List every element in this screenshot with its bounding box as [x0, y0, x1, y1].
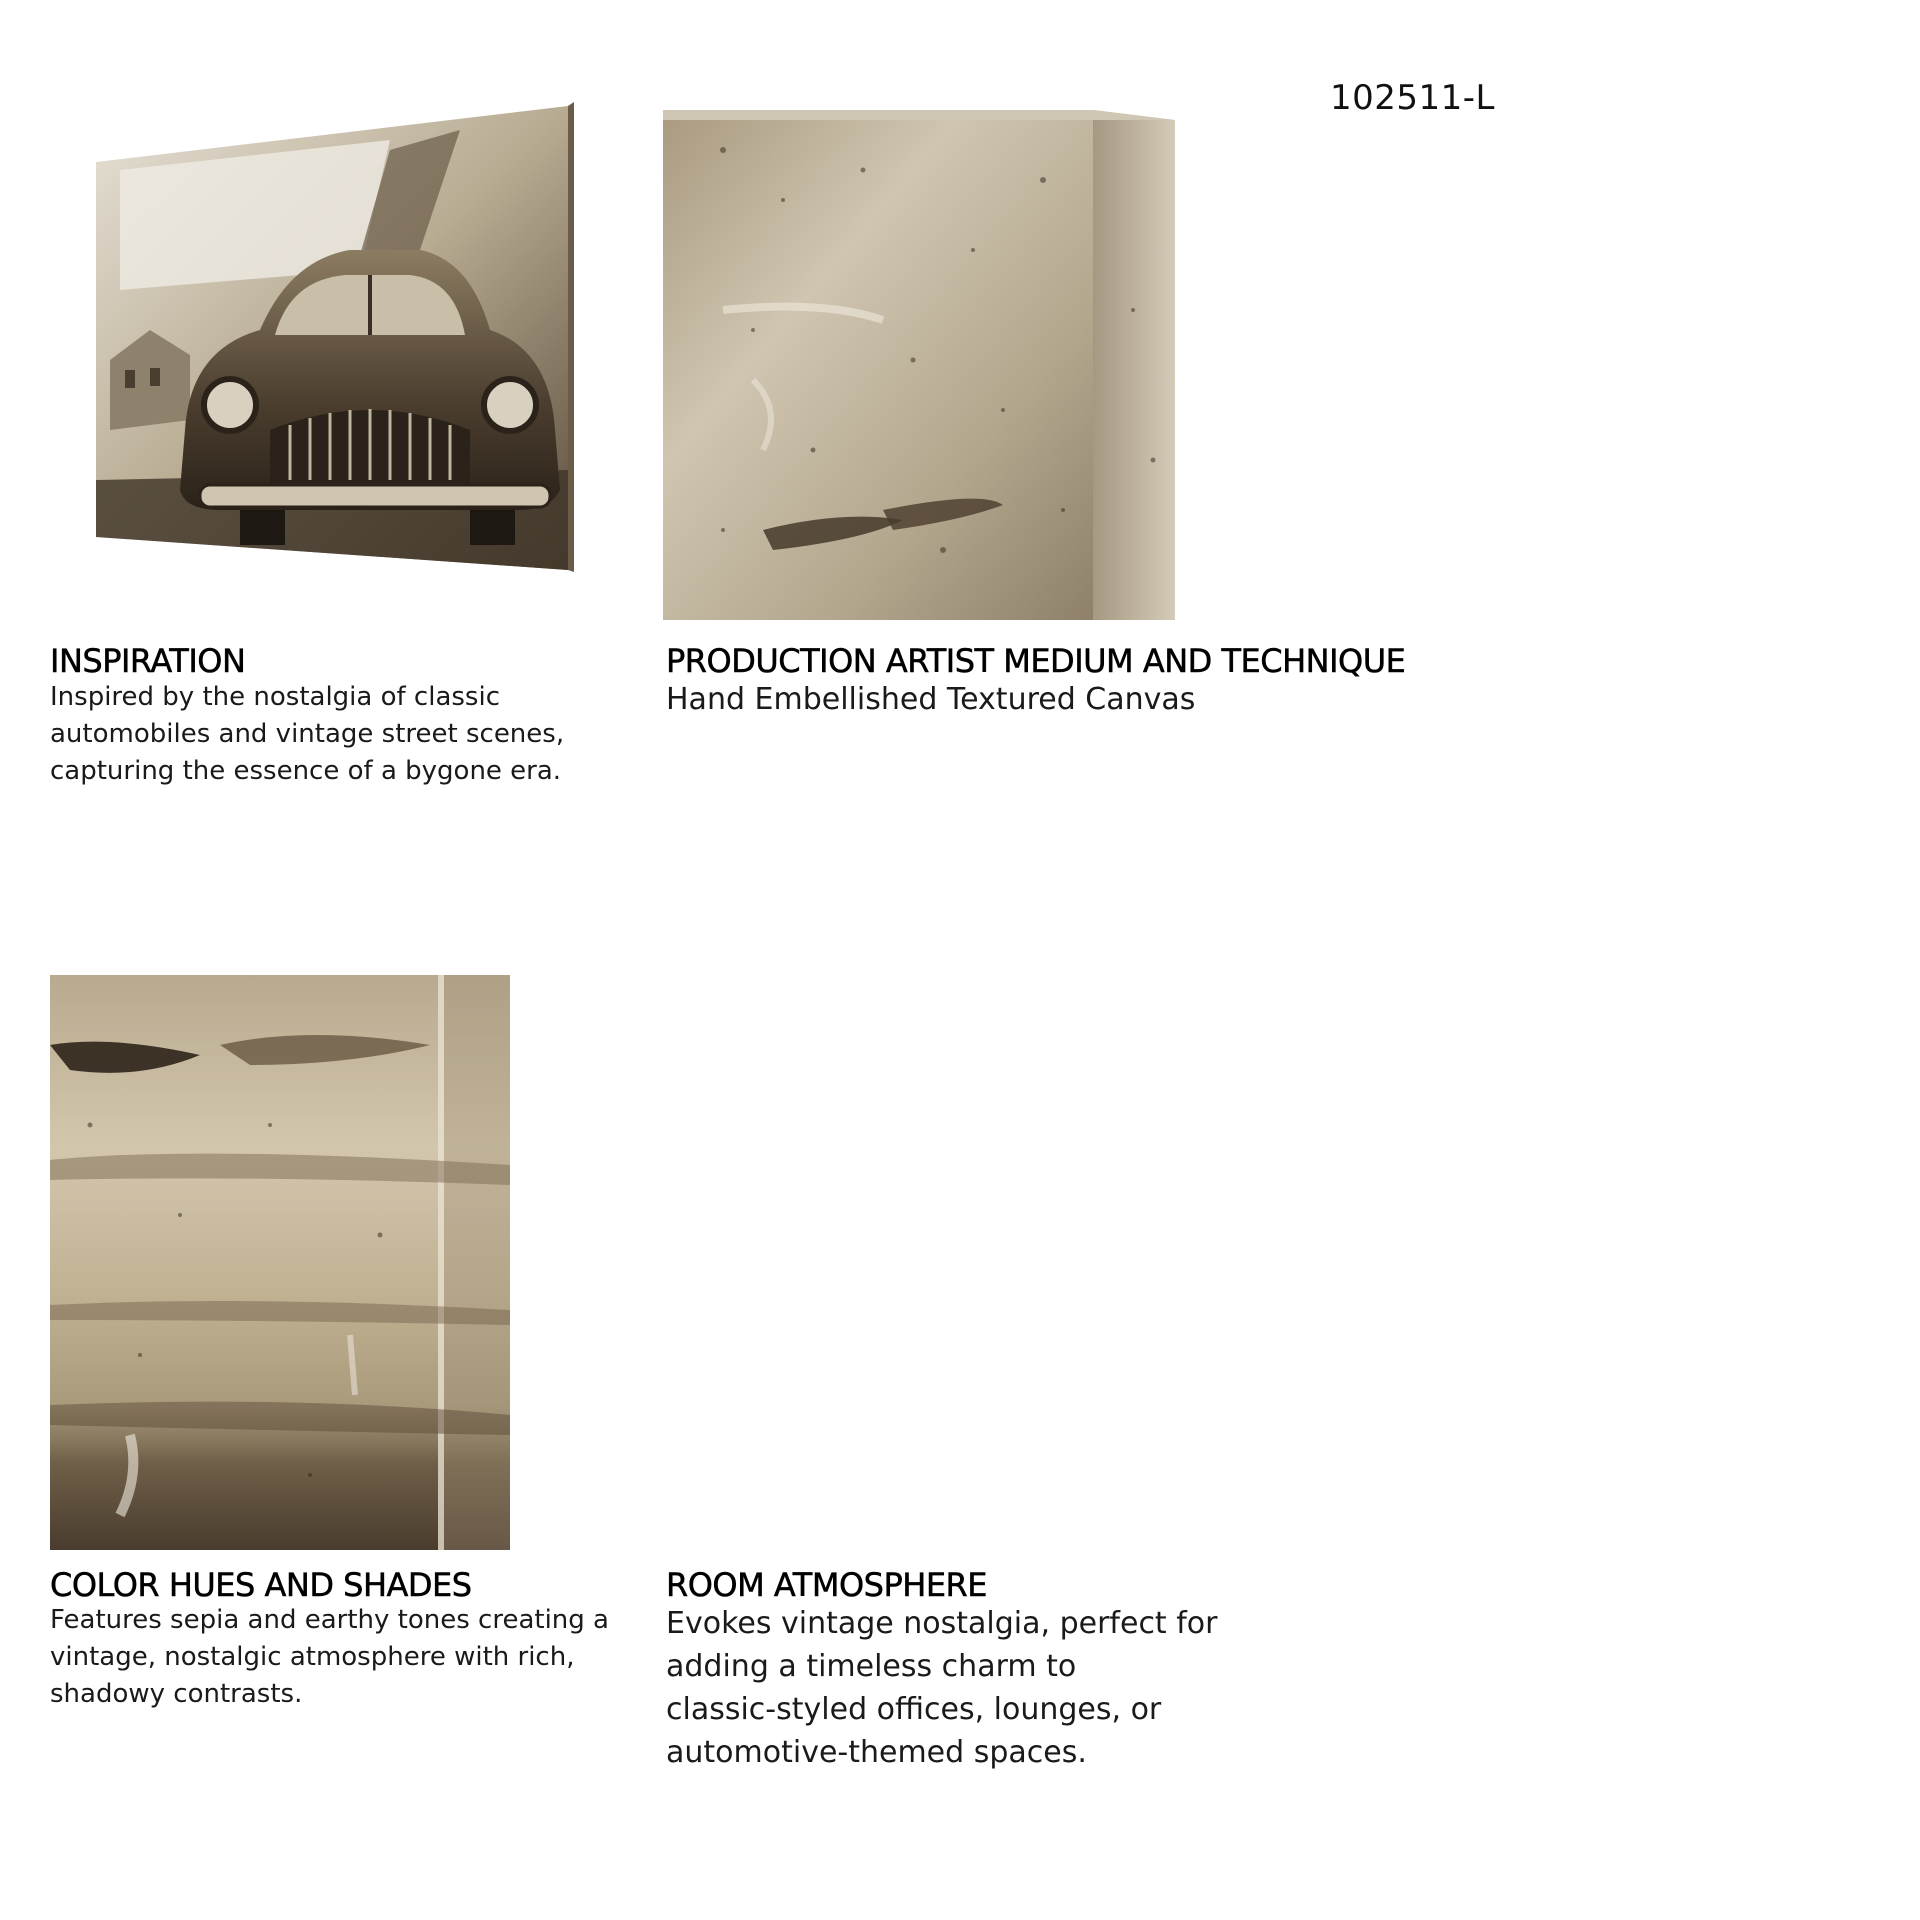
inspiration-text: Inspired by the nostalgia of classic automobiles and vintage street scenes, capturing the essence of a bygone era. — [50, 682, 565, 786]
room-heading: ROOM ATMOSPHERE — [666, 1566, 987, 1604]
medium-text: Hand Embellished Textured Canvas — [666, 682, 1196, 717]
inspiration-heading: INSPIRATION — [50, 642, 246, 680]
product-code: 102511-L — [1330, 78, 1496, 118]
color-text: Features sepia and earthy tones creating a vintage, nostalgic atmosphere with rich, shadowy contrasts. — [50, 1605, 609, 1709]
color-heading: COLOR HUES AND SHADES — [50, 1566, 472, 1604]
artwork-image — [90, 100, 580, 580]
texture-closeup-image — [663, 110, 1175, 620]
room-text: Evokes vintage nostalgia, perfect for adding a timeless charm to classic-styled offices, lounges, or automotive-themed spaces. — [666, 1606, 1218, 1770]
medium-heading: PRODUCTION ARTIST MEDIUM AND TECHNIQUE — [666, 642, 1406, 680]
color-closeup-image — [50, 975, 510, 1550]
